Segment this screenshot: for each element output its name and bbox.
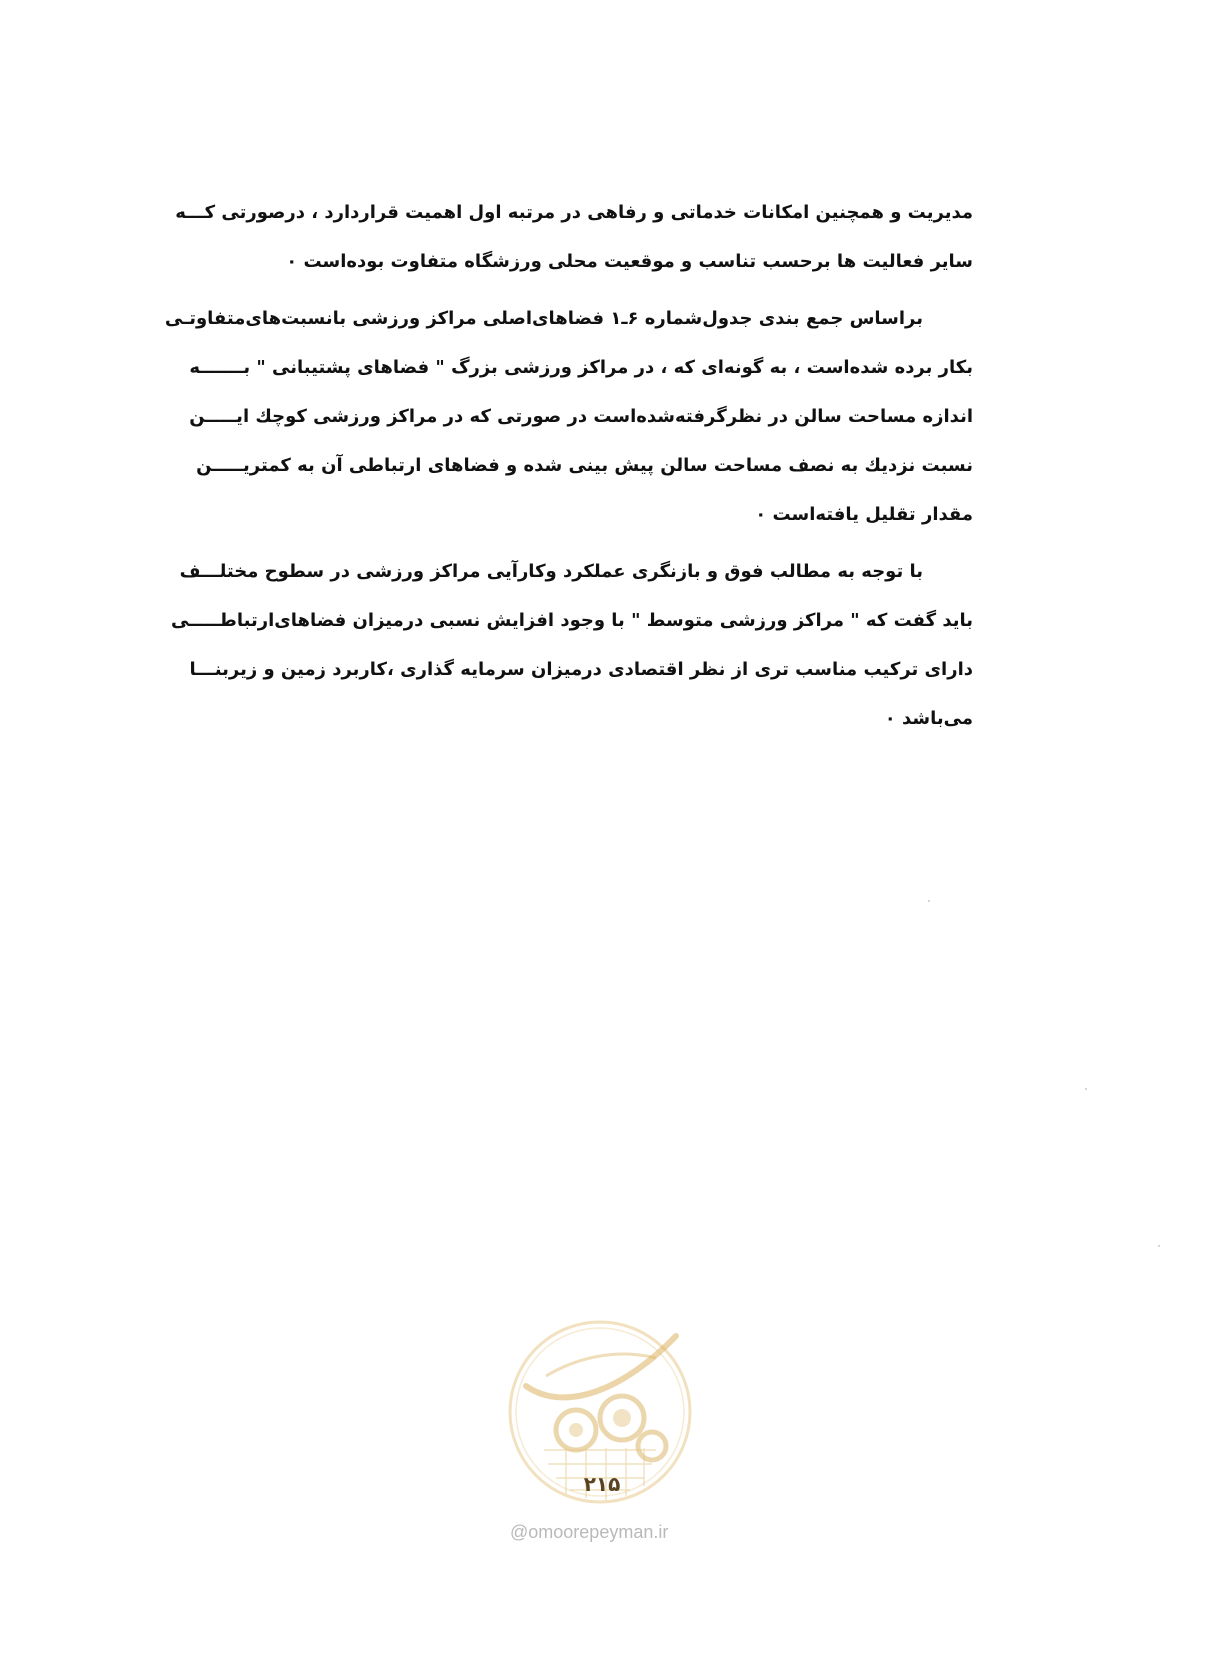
scan-speck: [928, 900, 930, 902]
scan-speck: [1085, 1088, 1087, 1090]
text-line: مقدار تقلیل یافته‌است ۰: [755, 504, 973, 525]
scan-speck: [1158, 1245, 1160, 1247]
site-watermark-text: @omoorepeyman.ir: [510, 1522, 669, 1542]
paragraph-3: [170, 547, 973, 743]
text-line: دارای ترکیب مناسب تری از نظر اقتصادی درمیزان سرمایه گذاری ،کاربرد زمین و زیربنـــا: [189, 659, 973, 680]
body-text: [164, 188, 973, 743]
text-line: براساس جمع بندی جدول‌شماره ۶ـ۱ فضاهای‌اصلی مراکز ورزشی بانسبت‌های‌متفاوتـی: [164, 308, 923, 329]
text-line: مدیریت و همچنین امکانات خدماتی و رفاهی در مرتبه اول اهمیت قراردارد ، درصورتی کـــه: [175, 202, 973, 223]
text-line: می‌باشد ۰: [884, 708, 973, 729]
paragraph-1: [175, 188, 973, 286]
text-line: سایر فعالیت ها برحسب تناسب و موقعیت محلی ورزشگاه متفاوت بوده‌است ۰: [286, 251, 973, 272]
text-line: اندازه مساحت سالن در نظرگرفته‌شده‌است در صورتی که در مراکز ورزشی کوچك ایـــــن: [189, 406, 973, 427]
text-line: بکار برده شده‌است ، به گونه‌ای که ، در مراکز ورزشی بزرگ " فضاهای پشتیبانی " بـــــــه: [189, 357, 973, 378]
paragraph-2: [164, 294, 973, 539]
text-line: با توجه به مطالب فوق و بازنگری عملکرد وکارآیی مراکز ورزشی در سطوح مختلـــف: [179, 561, 923, 582]
text-line: باید گفت که " مراکز ورزشی متوسط " با وجود افزایش نسبی درمیزان فضاهای‌ارتباطـــــی: [170, 610, 973, 631]
page-number: ۲۱۵: [583, 1472, 621, 1496]
text-line: نسبت نزدیك به نصف مساحت سالن پیش بینی شده و فضاهای ارتباطی آن به کمتریـــــن: [196, 455, 973, 476]
